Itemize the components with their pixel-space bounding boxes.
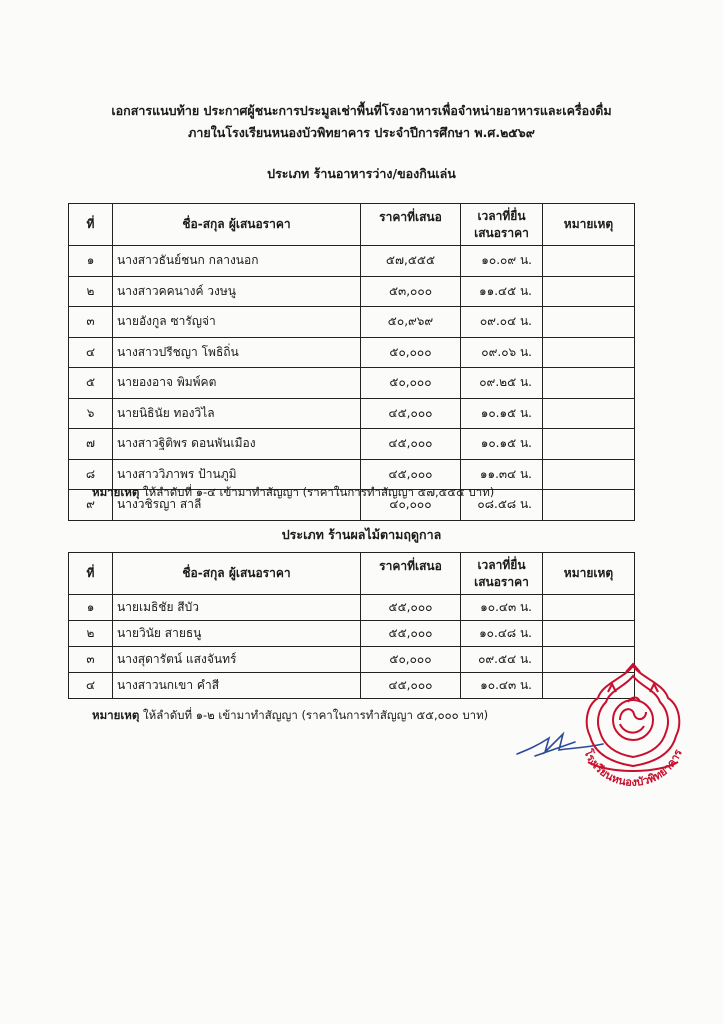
cell-name: นางวชิรญา สาลี bbox=[113, 490, 361, 521]
table-row bbox=[69, 595, 635, 621]
table-snacks-body bbox=[69, 246, 635, 521]
cell-time: ๑๑.๓๔ น. bbox=[461, 459, 543, 490]
cell-note bbox=[543, 429, 635, 460]
svg-text:โรงเรียนหนองบัวพิทยาคาร bbox=[581, 746, 685, 789]
cell-price: ๕๕,๐๐๐ bbox=[361, 595, 461, 621]
col-header-time-line2: เสนอราคา bbox=[474, 574, 529, 589]
table-row bbox=[69, 398, 635, 429]
cell-price: ๔๕,๐๐๐ bbox=[361, 398, 461, 429]
cell-price: ๕๗,๕๕๕ bbox=[361, 246, 461, 277]
cell-note bbox=[543, 276, 635, 307]
remark-label: หมายเหตุ bbox=[92, 708, 140, 722]
cell-no: ๓ bbox=[69, 307, 113, 338]
cell-name: นายเมธิชัย สีบัว bbox=[113, 595, 361, 621]
cell-time: ๑๑.๔๕ น. bbox=[461, 276, 543, 307]
cell-name: นางสาวคคนางค์ วงษนู bbox=[113, 276, 361, 307]
cell-price: ๔๕,๐๐๐ bbox=[361, 459, 461, 490]
table-row bbox=[69, 429, 635, 460]
cell-time: ๐๙.๕๔ น. bbox=[461, 647, 543, 673]
cell-no: ๙ bbox=[69, 490, 113, 521]
cell-no: ๗ bbox=[69, 429, 113, 460]
col-header-time bbox=[461, 204, 543, 246]
table-fruits bbox=[68, 552, 635, 699]
cell-no: ๒ bbox=[69, 276, 113, 307]
table-row bbox=[69, 673, 635, 699]
cell-name: นางสาวปรีชญา โพธิถิ่น bbox=[113, 337, 361, 368]
cell-price: ๕๐,๐๐๐ bbox=[361, 647, 461, 673]
table-fruits-body bbox=[69, 595, 635, 699]
col-header-no: ที่ bbox=[69, 204, 113, 246]
cell-name: นางสาววิภาพร ป้านภูมิ bbox=[113, 459, 361, 490]
school-seal-logo bbox=[568, 662, 698, 798]
cell-time: ๑๐.๑๕ น. bbox=[461, 398, 543, 429]
cell-time: ๐๙.๒๕ น. bbox=[461, 368, 543, 399]
section-2-remark bbox=[92, 707, 488, 725]
cell-name: นางสุดารัตน์ แสงจันทร์ bbox=[113, 647, 361, 673]
cell-no: ๕ bbox=[69, 368, 113, 399]
table-snacks bbox=[68, 203, 635, 521]
cell-name: นางสาวฐิติพร ดอนพันเมือง bbox=[113, 429, 361, 460]
col-header-price: ราคาที่เสนอ bbox=[361, 553, 461, 595]
cell-note bbox=[543, 595, 635, 621]
cell-price: ๕๐,๐๐๐ bbox=[361, 337, 461, 368]
section-2-title: ประเภท ร้านผลไม้ตามฤดูกาล bbox=[281, 527, 442, 542]
cell-note bbox=[543, 490, 635, 521]
document-header bbox=[40, 100, 683, 144]
table-row bbox=[69, 307, 635, 338]
cell-time: ๐๙.๐๔ น. bbox=[461, 307, 543, 338]
remark-label: หมายเหตุ bbox=[92, 485, 140, 499]
cell-time: ๑๐.๑๕ น. bbox=[461, 429, 543, 460]
table-row bbox=[69, 276, 635, 307]
cell-note bbox=[543, 337, 635, 368]
cell-time: ๐๘.๕๘ น. bbox=[461, 490, 543, 521]
cell-note bbox=[543, 307, 635, 338]
col-header-no: ที่ bbox=[69, 553, 113, 595]
cell-note bbox=[543, 368, 635, 399]
cell-name: นางสาวธันย์ชนก กลางนอก bbox=[113, 246, 361, 277]
cell-no: ๒ bbox=[69, 621, 113, 647]
cell-time: ๑๐.๔๓ น. bbox=[461, 595, 543, 621]
cell-name: นายอังกูล ซารัญจ่า bbox=[113, 307, 361, 338]
cell-time: ๑๐.๔๓ น. bbox=[461, 673, 543, 699]
cell-name: นายองอาจ พิมพ์คต bbox=[113, 368, 361, 399]
col-header-note: หมายเหตุ bbox=[543, 204, 635, 246]
section-1-remark bbox=[92, 484, 494, 502]
remark-text: ให้ลำดับที่ ๑-๔ เข้ามาทำสัญญา (ราคาในการทำสัญญา ๕๗,๕๕๕ บาท) bbox=[139, 485, 495, 499]
cell-no: ๖ bbox=[69, 398, 113, 429]
cell-no: ๘ bbox=[69, 459, 113, 490]
cell-no: ๓ bbox=[69, 647, 113, 673]
col-header-time-line1: เวลาที่ยื่น bbox=[477, 557, 526, 572]
cell-note bbox=[543, 246, 635, 277]
col-header-price: ราคาที่เสนอ bbox=[361, 204, 461, 246]
cell-note bbox=[543, 621, 635, 647]
seal-text: โรงเรียนหนองบัวพิทยาคาร bbox=[581, 747, 685, 789]
table-row bbox=[69, 647, 635, 673]
table-row bbox=[69, 368, 635, 399]
cell-time: ๑๐.๐๙ น. bbox=[461, 246, 543, 277]
cell-time: ๐๙.๐๖ น. bbox=[461, 337, 543, 368]
col-header-time bbox=[461, 553, 543, 595]
section-1-title: ประเภท ร้านอาหารว่าง/ของกินเล่น bbox=[267, 166, 456, 181]
cell-name: นายวินัย สายธนู bbox=[113, 621, 361, 647]
cell-note bbox=[543, 459, 635, 490]
cell-note bbox=[543, 398, 635, 429]
cell-no: ๑ bbox=[69, 595, 113, 621]
col-header-time-line1: เวลาที่ยื่น bbox=[477, 208, 526, 223]
header-line-2: ภายในโรงเรียนหนองบัวพิทยาคาร ประจำปีการศึกษา พ.ศ.๒๕๖๙ bbox=[188, 125, 535, 140]
cell-no: ๑ bbox=[69, 246, 113, 277]
header-line-1: เอกสารแนบท้าย ประกาศผู้ชนะการประมูลเช่าพื้นที่โรงอาหารเพื่อจำหน่ายอาหารและเครื่องดื่ม bbox=[111, 103, 612, 118]
col-header-name: ชื่อ-สกุล ผู้เสนอราคา bbox=[113, 553, 361, 595]
cell-no: ๔ bbox=[69, 673, 113, 699]
cell-name: นายนิธินัย ทองวิไล bbox=[113, 398, 361, 429]
cell-no: ๔ bbox=[69, 337, 113, 368]
cell-price: ๕๐,๐๐๐ bbox=[361, 368, 461, 399]
cell-time: ๑๐.๔๘ น. bbox=[461, 621, 543, 647]
table-row bbox=[69, 621, 635, 647]
cell-price: ๕๕,๐๐๐ bbox=[361, 621, 461, 647]
col-header-name: ชื่อ-สกุล ผู้เสนอราคา bbox=[113, 204, 361, 246]
cell-name: นางสาวนกเขา คำสี bbox=[113, 673, 361, 699]
table-row bbox=[69, 337, 635, 368]
cell-price: ๔๐,๐๐๐ bbox=[361, 490, 461, 521]
table-row bbox=[69, 246, 635, 277]
cell-price: ๕๓,๐๐๐ bbox=[361, 276, 461, 307]
cell-price: ๕๐,๙๖๙ bbox=[361, 307, 461, 338]
col-header-time-line2: เสนอราคา bbox=[474, 225, 529, 240]
col-header-note: หมายเหตุ bbox=[543, 553, 635, 595]
cell-price: ๔๕,๐๐๐ bbox=[361, 429, 461, 460]
cell-price: ๔๕,๐๐๐ bbox=[361, 673, 461, 699]
remark-text: ให้ลำดับที่ ๑-๒ เข้ามาทำสัญญา (ราคาในการทำสัญญา ๕๕,๐๐๐ บาท) bbox=[139, 708, 489, 722]
